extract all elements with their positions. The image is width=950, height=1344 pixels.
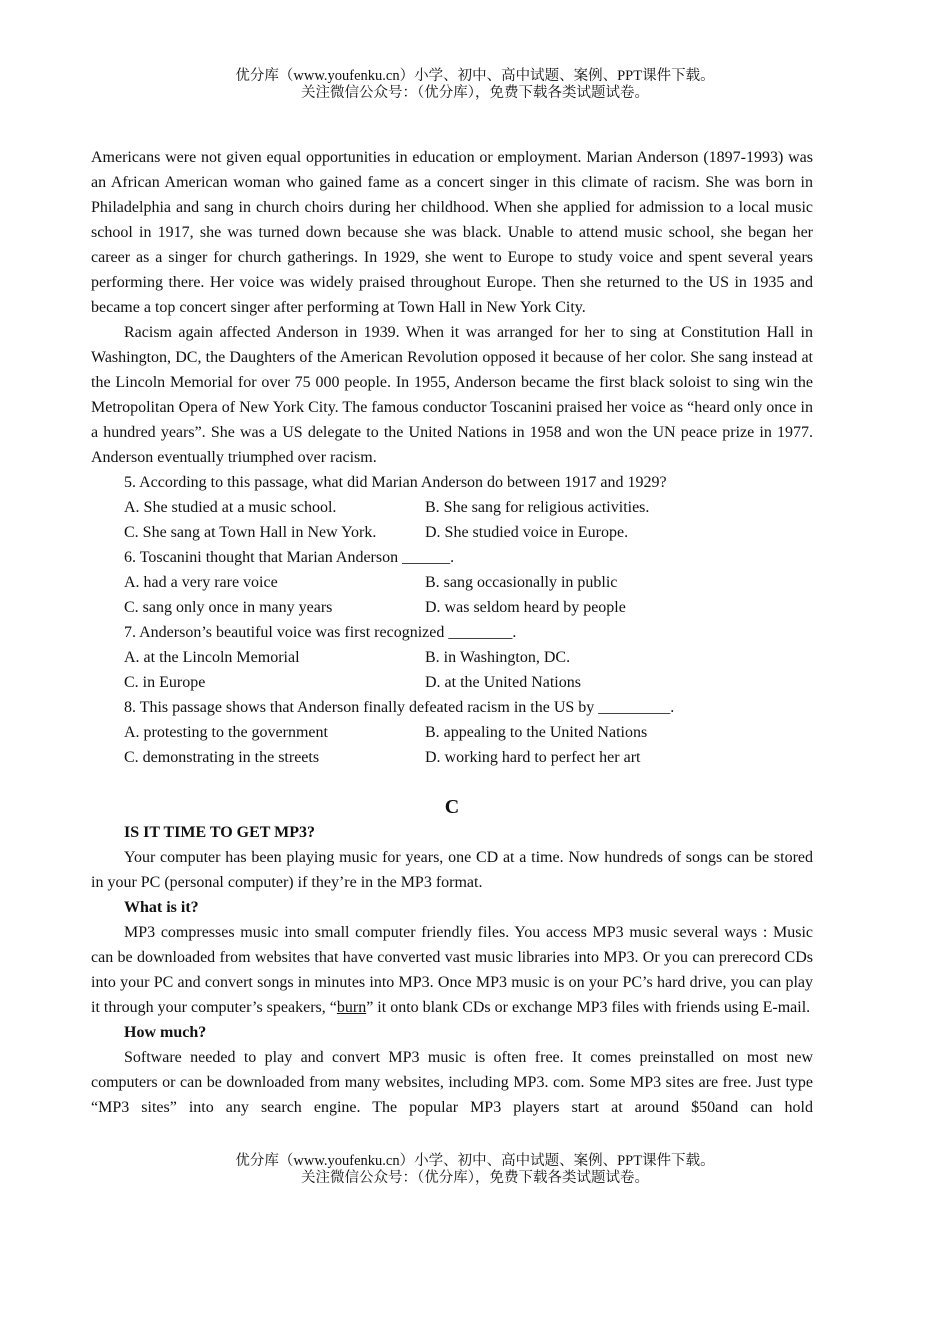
what-text-after: ” it onto blank CDs or exchange MP3 files with friends using E-mail. xyxy=(366,999,811,1016)
header-line-1: 优分库（www.youfenku.cn）小学、初中、高中试题、案例、PPT课件下载。 xyxy=(235,68,715,84)
passage-b-paragraph-1: Americans were not given equal opportunities in education or employment. Marian Anderson (1897-1993) was an African American woman who gained fame as a concert singer in this climate of racism. She was born in Philadelphia and sang in church choirs during her childhood. When she applied for admission to a local music school in 1917, she was turned down because she was black. Unable to attend music school, she began her career as a singer for church gatherings. In 1929, she went to Europe to study voice and spent several years performing there. Her voice was widely praised throughout Europe. Then she returned to the US in 1935 and became a top concert singer after performing at Town Hall in New York City. xyxy=(91,149,813,316)
option-d: D. working hard to perfect her art xyxy=(425,749,641,766)
option-b: B. sang occasionally in public xyxy=(425,574,618,591)
option-row xyxy=(124,520,813,545)
option-a: A. She studied at a music school. xyxy=(124,499,337,516)
option-row xyxy=(124,745,813,770)
what-is-it-paragraph xyxy=(91,920,813,1020)
option-row xyxy=(124,570,813,595)
question-stem: 7. Anderson’s beautiful voice was first recognized ________. xyxy=(124,624,517,641)
option-c: C. in Europe xyxy=(124,674,206,691)
option-d: D. at the United Nations xyxy=(425,674,581,691)
option-row xyxy=(124,720,813,745)
option-c: C. demonstrating in the streets xyxy=(124,749,320,766)
question-8 xyxy=(91,695,813,770)
what-is-it-heading: What is it? xyxy=(124,899,199,916)
option-b: B. in Washington, DC. xyxy=(425,649,571,666)
page-footer xyxy=(0,1153,950,1187)
section-c-label: C xyxy=(444,796,460,818)
question-stem: 5. According to this passage, what did Marian Anderson do between 1917 and 1929? xyxy=(124,474,667,491)
burn-underlined-word: burn xyxy=(336,999,367,1016)
how-much-heading: How much? xyxy=(124,1024,207,1041)
passage-b-paragraph-2: Racism again affected Anderson in 1939. When it was arranged for her to sing at Constitution Hall in Washington, DC, the Daughters of the American Revolution opposed it because of her color. She sang instead at the Lincoln Memorial for over 75 000 people. In 1955, Anderson became the first black soloist to sing win the Metropolitan Opera of New York City. The famous conductor Toscanini praised her voice as “heard only once in a hundred years”. She was a US delegate to the United Nations in 1958 and won the UN peace prize in 1977. Anderson eventually triumphed over racism. xyxy=(91,324,813,466)
option-a: A. at the Lincoln Memorial xyxy=(124,649,300,666)
option-a: A. had a very rare voice xyxy=(124,574,278,591)
page-header xyxy=(0,68,950,102)
passage-c-title: IS IT TIME TO GET MP3? xyxy=(124,824,316,841)
footer-line-1: 优分库（www.youfenku.cn）小学、初中、高中试题、案例、PPT课件下载。 xyxy=(235,1153,715,1169)
header-line-2: 关注微信公众号：（优分库），免费下载各类试题试卷。 xyxy=(301,85,649,101)
footer-line-2: 关注微信公众号：（优分库），免费下载各类试题试卷。 xyxy=(301,1170,649,1186)
what-text-before: MP3 compresses music into small computer friendly files. You access MP3 music several ways : Music can be downloaded from websites that have converted vast music libraries into MP3. Or you can prerecord CDs into your PC and convert songs in minutes into MP3. Once MP3 music is on your PC’s hard drive, you can play it through your computer’s speakers, “ xyxy=(91,924,813,1016)
option-row xyxy=(124,595,813,620)
option-c: C. sang only once in many years xyxy=(124,599,333,616)
question-stem: 6. Toscanini thought that Marian Anderson ______. xyxy=(124,549,455,566)
document-body xyxy=(91,145,813,1120)
option-d: D. was seldom heard by people xyxy=(425,599,626,616)
option-row xyxy=(124,495,813,520)
option-row xyxy=(124,670,813,695)
option-b: B. appealing to the United Nations xyxy=(425,724,648,741)
option-a: A. protesting to the government xyxy=(124,724,328,741)
how-much-paragraph: Software needed to play and convert MP3 music is often free. It comes preinstalled on most new computers or can be downloaded from many websites, including MP3. com. Some MP3 sites are free. Just type “MP3 sites” into any search engine. The popular MP3 players start at around $50and can hold xyxy=(91,1049,813,1116)
question-5 xyxy=(91,470,813,545)
passage-c-intro: Your computer has been playing music for years, one CD at a time. Now hundreds of songs can be stored in your PC (personal computer) if they’re in the MP3 format. xyxy=(91,849,813,891)
option-c: C. She sang at Town Hall in New York. xyxy=(124,524,377,541)
option-b: B. She sang for religious activities. xyxy=(425,499,650,516)
option-row xyxy=(124,645,813,670)
question-7 xyxy=(91,620,813,695)
option-d: D. She studied voice in Europe. xyxy=(425,524,629,541)
question-stem: 8. This passage shows that Anderson finally defeated racism in the US by _________. xyxy=(124,699,675,716)
question-6 xyxy=(91,545,813,620)
